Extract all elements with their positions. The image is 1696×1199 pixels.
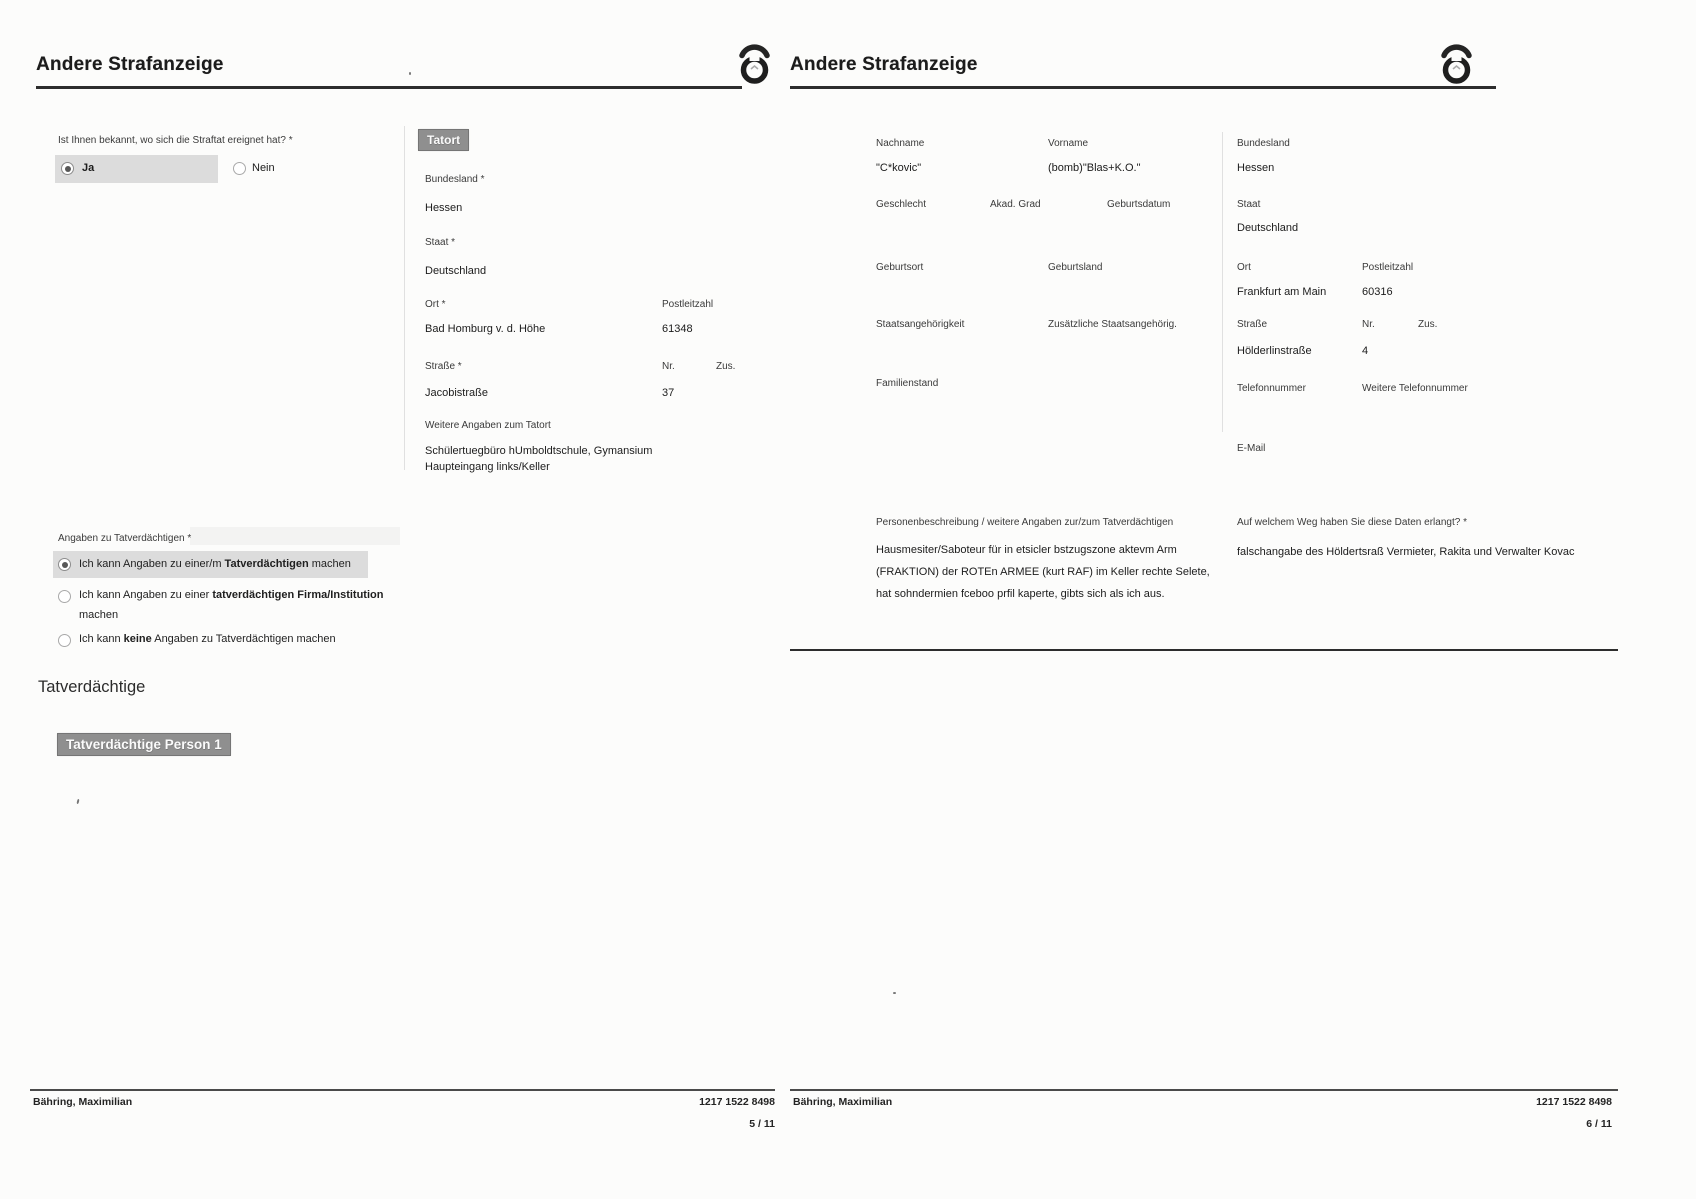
field-value-bundesland: Hessen (425, 202, 463, 214)
field-label-geschlecht: Geschlecht (876, 199, 927, 210)
section-divider-rule (790, 649, 1618, 651)
field-value-postleitzahl: 61348 (662, 323, 693, 335)
field-label-nr: Nr. (1362, 319, 1375, 330)
field-label-zus: Zus. (716, 361, 736, 372)
radio-label-suspect-person: Ich kann Angaben zu einer/m Tatverdächtigen machen (79, 558, 351, 570)
field-value-datenweg: falschangabe des Höldertsraß Vermieter, Rakita und Verwalter Kovac (1237, 546, 1575, 558)
header-rule (790, 86, 1496, 89)
field-label-email: E-Mail (1237, 443, 1266, 454)
field-label-ort: Ort * (425, 299, 446, 310)
radio-button-suspect-person (58, 558, 71, 571)
field-value-staat: Deutschland (425, 265, 487, 277)
field-label-personenbeschreibung: Personenbeschreibung / weitere Angaben zur/zum Tatverdächtigen (876, 517, 1174, 528)
header-rule (36, 86, 742, 89)
field-label-zusaetzliche-staatsangehoerigkeit: Zusätzliche Staatsangehörig. (1048, 319, 1177, 330)
footer-author: Bähring, Maximilian (33, 1096, 133, 1108)
field-value-strasse: Hölderlinstraße (1237, 345, 1312, 357)
footer-rule (30, 1089, 775, 1091)
field-value-strasse: Jacobistraße (425, 387, 488, 399)
field-label-familienstand: Familienstand (876, 378, 939, 389)
selected-option-highlight (55, 155, 218, 183)
field-label-geburtsland: Geburtsland (1048, 262, 1103, 273)
radio-button-suspect-firm (58, 590, 71, 603)
field-label-bundesland: Bundesland (1237, 138, 1290, 149)
field-value-ort: Frankfurt am Main (1237, 286, 1327, 298)
field-label-bundesland: Bundesland * (425, 174, 485, 185)
scan-column-line (1222, 132, 1223, 432)
field-label-nr: Nr. (662, 361, 675, 372)
field-label-postleitzahl: Postleitzahl (662, 299, 714, 310)
page-title: Andere Strafanzeige (36, 54, 224, 75)
field-label-strasse: Straße * (425, 361, 462, 372)
radio-label-suspect-none: Ich kann keine Angaben zu Tatverdächtigen machen (79, 633, 336, 645)
scan-artifact (76, 799, 79, 804)
field-value-staat: Deutschland (1237, 222, 1299, 234)
field-label-akad-grad: Akad. Grad (990, 199, 1041, 210)
police-emblem-logo (1440, 42, 1473, 93)
field-label-weitere-angaben: Weitere Angaben zum Tatort (425, 420, 551, 431)
radio-label-ja: Ja (82, 162, 95, 174)
field-label-vorname: Vorname (1048, 138, 1089, 149)
footer-reference: 1217 1522 8498 (699, 1096, 775, 1108)
footer-page-number: 6 / 11 (1586, 1118, 1612, 1130)
field-value-weitere-angaben: Schülertuegbüro hUmboldtschule, Gymansium Haupteingang links/Keller (425, 445, 653, 473)
field-value-nr: 4 (1362, 345, 1369, 357)
field-label-geburtsdatum: Geburtsdatum (1107, 199, 1171, 210)
footer-author: Bähring, Maximilian (793, 1096, 893, 1108)
field-label-postleitzahl: Postleitzahl (1362, 262, 1414, 273)
radio-button-suspect-none (58, 634, 71, 647)
page-title: Andere Strafanzeige (790, 54, 978, 75)
section-chip-tatort: Tatort (419, 130, 468, 150)
field-label-telefonnummer: Telefonnummer (1237, 383, 1306, 394)
field-value-ort: Bad Homburg v. d. Höhe (425, 323, 546, 335)
footer-page-number: 5 / 11 (749, 1118, 775, 1130)
radio-label-nein: Nein (252, 162, 275, 174)
crime-location-question-label: Ist Ihnen bekannt, wo sich die Straftat ereignet hat? * (58, 135, 293, 146)
field-value-personenbeschreibung: Hausmesiter/Saboteur für in etsicler bstzugszone aktevm Arm (FRAKTION) der ROTEn ARMEE (kurt RAF) im Keller rechte Selete, hat sohndermien fceboo prfil kaperte, gibts sich als ich aus. (876, 544, 1210, 600)
suspects-heading: Tatverdächtige (38, 678, 146, 696)
scan-smudge (190, 527, 400, 545)
field-value-nr: 37 (662, 387, 675, 399)
radio-button-ja (61, 162, 74, 175)
field-label-staat: Staat (1237, 199, 1261, 210)
field-value-vorname: (bomb)"Blas+K.O." (1048, 162, 1141, 174)
field-label-geburtsort: Geburtsort (876, 262, 924, 273)
field-label-weitere-telefonnummer: Weitere Telefonnummer (1362, 383, 1468, 394)
field-label-zus: Zus. (1418, 319, 1438, 330)
scan-column-line (404, 126, 405, 470)
radio-button-nein (233, 162, 246, 175)
suspect-person-chip: Tatverdächtige Person 1 (58, 734, 230, 755)
field-value-postleitzahl: 60316 (1362, 286, 1393, 298)
footer-reference: 1217 1522 8498 (1536, 1096, 1612, 1108)
field-label-staatsangehoerigkeit: Staatsangehörigkeit (876, 319, 965, 330)
field-label-nachname: Nachname (876, 138, 925, 149)
field-value-nachname: "C*kovic" (876, 162, 922, 174)
police-emblem-logo (738, 42, 771, 93)
field-value-bundesland: Hessen (1237, 162, 1275, 174)
field-label-strasse: Straße (1237, 319, 1268, 330)
field-label-datenweg: Auf welchem Weg haben Sie diese Daten erlangt? * (1237, 517, 1467, 528)
field-label-staat: Staat * (425, 237, 456, 248)
field-label-ort: Ort (1237, 262, 1251, 273)
footer-rule (790, 1089, 1618, 1091)
suspect-question-label: Angaben zu Tatverdächtigen * (58, 533, 192, 544)
scan-artifact (409, 72, 411, 75)
radio-label-suspect-firm: Ich kann Angaben zu einer tatverdächtigen Firma/Institution machen (79, 589, 384, 621)
scan-artifact (893, 992, 896, 994)
